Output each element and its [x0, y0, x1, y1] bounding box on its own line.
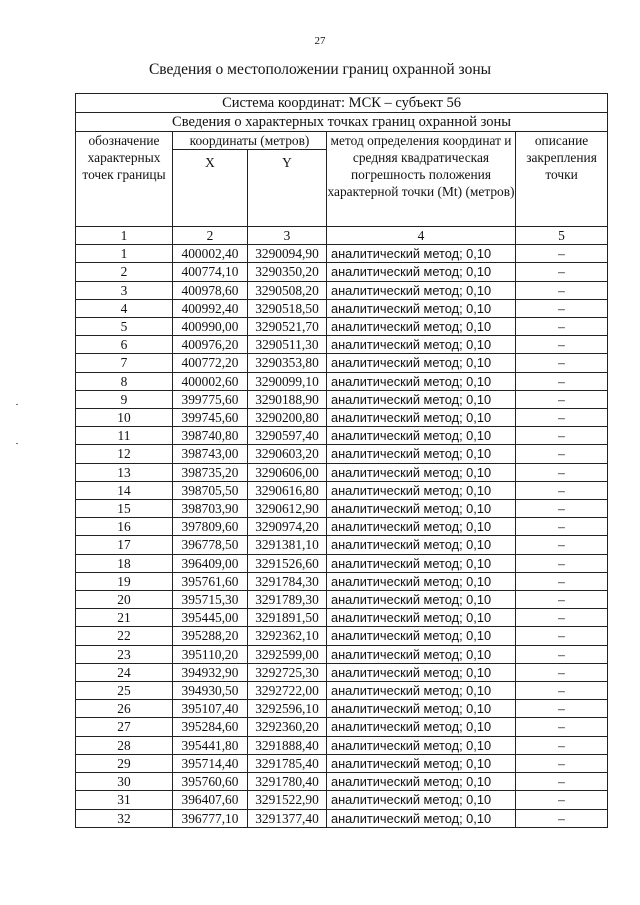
table-row — [76, 427, 608, 445]
point-number-cell: 11 — [76, 427, 173, 445]
x-coordinate-cell: 396409,00 — [173, 554, 248, 572]
x-coordinate-cell: 400002,60 — [173, 372, 248, 390]
method-cell: аналитический метод; 0,10 — [327, 682, 516, 700]
fixing-description-cell: – — [516, 663, 608, 681]
method-cell: аналитический метод; 0,10 — [327, 736, 516, 754]
method-cell: аналитический метод; 0,10 — [327, 409, 516, 427]
x-coordinate-cell: 396778,50 — [173, 536, 248, 554]
method-cell: аналитический метод; 0,10 — [327, 627, 516, 645]
y-coordinate-cell: 3291780,40 — [248, 773, 327, 791]
fixing-description-cell: – — [516, 554, 608, 572]
x-coordinate-cell: 400990,00 — [173, 318, 248, 336]
method-cell: аналитический метод; 0,10 — [327, 591, 516, 609]
x-coordinate-cell: 396777,10 — [173, 809, 248, 827]
page-number: 27 — [314, 35, 326, 47]
point-number-cell: 9 — [76, 390, 173, 408]
y-coordinate-cell: 3291522,90 — [248, 791, 327, 809]
method-cell: аналитический метод; 0,10 — [327, 791, 516, 809]
method-cell: аналитический метод; 0,10 — [327, 354, 516, 372]
method-cell: аналитический метод; 0,10 — [327, 372, 516, 390]
table-row — [76, 773, 608, 791]
column-number: 3 — [248, 227, 327, 245]
section-title: Сведения о характерных точках границ охранной зоны — [76, 113, 608, 132]
table-row — [76, 700, 608, 718]
y-coordinate-cell: 3290353,80 — [248, 354, 327, 372]
method-cell: аналитический метод; 0,10 — [327, 463, 516, 481]
table-row — [76, 627, 608, 645]
x-coordinate-cell: 395445,00 — [173, 609, 248, 627]
coordinate-system-label: Система координат: МСК – субъект 56 — [76, 94, 608, 113]
fixing-description-cell: – — [516, 591, 608, 609]
fixing-description-cell: – — [516, 572, 608, 590]
fixing-description-cell: – — [516, 427, 608, 445]
column-number: 5 — [516, 227, 608, 245]
x-coordinate-cell: 397809,60 — [173, 518, 248, 536]
column-number: 2 — [173, 227, 248, 245]
fixing-description-cell: – — [516, 518, 608, 536]
point-number-cell: 5 — [76, 318, 173, 336]
column-number: 4 — [327, 227, 516, 245]
y-coordinate-cell: 3291784,30 — [248, 572, 327, 590]
fixing-description-cell: – — [516, 645, 608, 663]
y-coordinate-cell: 3292722,00 — [248, 682, 327, 700]
table-row — [76, 663, 608, 681]
table-row — [76, 645, 608, 663]
method-cell: аналитический метод; 0,10 — [327, 773, 516, 791]
table-row — [76, 281, 608, 299]
x-coordinate-cell: 395761,60 — [173, 572, 248, 590]
point-number-cell: 23 — [76, 645, 173, 663]
point-number-cell: 7 — [76, 354, 173, 372]
point-number-cell: 15 — [76, 500, 173, 518]
point-number-cell: 26 — [76, 700, 173, 718]
column-number: 1 — [76, 227, 173, 245]
method-cell: аналитический метод; 0,10 — [327, 536, 516, 554]
x-coordinate-cell: 400978,60 — [173, 281, 248, 299]
header-x: X — [173, 150, 248, 227]
x-coordinate-cell: 398743,00 — [173, 445, 248, 463]
fixing-description-cell: – — [516, 536, 608, 554]
table-row — [76, 591, 608, 609]
fixing-description-cell: – — [516, 754, 608, 772]
point-number-cell: 1 — [76, 245, 173, 263]
fixing-description-cell: – — [516, 463, 608, 481]
method-cell: аналитический метод; 0,10 — [327, 299, 516, 317]
y-coordinate-cell: 3291381,10 — [248, 536, 327, 554]
margin-mark — [16, 443, 18, 444]
point-number-cell: 20 — [76, 591, 173, 609]
y-coordinate-cell: 3290603,20 — [248, 445, 327, 463]
table-row — [76, 263, 608, 281]
fixing-description-cell: – — [516, 354, 608, 372]
point-number-cell: 29 — [76, 754, 173, 772]
fixing-description-cell: – — [516, 809, 608, 827]
y-coordinate-cell: 3290099,10 — [248, 372, 327, 390]
header-row — [76, 132, 608, 150]
x-coordinate-cell: 395441,80 — [173, 736, 248, 754]
y-coordinate-cell: 3290974,20 — [248, 518, 327, 536]
table-row — [76, 809, 608, 827]
table-row — [76, 318, 608, 336]
method-cell: аналитический метод; 0,10 — [327, 718, 516, 736]
y-coordinate-cell: 3292362,10 — [248, 627, 327, 645]
margin-mark — [16, 404, 18, 405]
fixing-description-cell: – — [516, 791, 608, 809]
point-number-cell: 31 — [76, 791, 173, 809]
point-number-cell: 10 — [76, 409, 173, 427]
y-coordinate-cell: 3292599,00 — [248, 645, 327, 663]
section-title-row — [76, 113, 608, 132]
x-coordinate-cell: 398703,90 — [173, 500, 248, 518]
method-cell: аналитический метод; 0,10 — [327, 609, 516, 627]
header-y: Y — [248, 150, 327, 227]
fixing-description-cell: – — [516, 409, 608, 427]
point-number-cell: 25 — [76, 682, 173, 700]
method-cell: аналитический метод; 0,10 — [327, 809, 516, 827]
header-coordinates: координаты (метров) — [173, 132, 327, 150]
y-coordinate-cell: 3290350,20 — [248, 263, 327, 281]
y-coordinate-cell: 3290188,90 — [248, 390, 327, 408]
point-number-cell: 28 — [76, 736, 173, 754]
fixing-description-cell: – — [516, 390, 608, 408]
fixing-description-cell: – — [516, 263, 608, 281]
table-row — [76, 409, 608, 427]
y-coordinate-cell: 3290518,50 — [248, 299, 327, 317]
point-number-cell: 3 — [76, 281, 173, 299]
column-number-row — [76, 227, 608, 245]
y-coordinate-cell: 3290200,80 — [248, 409, 327, 427]
point-number-cell: 12 — [76, 445, 173, 463]
method-cell: аналитический метод; 0,10 — [327, 318, 516, 336]
y-coordinate-cell: 3291888,40 — [248, 736, 327, 754]
fixing-description-cell: – — [516, 245, 608, 263]
table-row — [76, 245, 608, 263]
point-number-cell: 21 — [76, 609, 173, 627]
method-cell: аналитический метод; 0,10 — [327, 281, 516, 299]
table-row — [76, 736, 608, 754]
method-cell: аналитический метод; 0,10 — [327, 645, 516, 663]
point-number-cell: 27 — [76, 718, 173, 736]
x-coordinate-cell: 395760,60 — [173, 773, 248, 791]
x-coordinate-cell: 396407,60 — [173, 791, 248, 809]
table-row — [76, 554, 608, 572]
y-coordinate-cell: 3292596,10 — [248, 700, 327, 718]
table-row — [76, 336, 608, 354]
fixing-description-cell: – — [516, 682, 608, 700]
x-coordinate-cell: 394930,50 — [173, 682, 248, 700]
point-number-cell: 19 — [76, 572, 173, 590]
method-cell: аналитический метод; 0,10 — [327, 427, 516, 445]
point-number-cell: 14 — [76, 481, 173, 499]
x-coordinate-cell: 398740,80 — [173, 427, 248, 445]
point-number-cell: 16 — [76, 518, 173, 536]
table-row — [76, 445, 608, 463]
method-cell: аналитический метод; 0,10 — [327, 263, 516, 281]
coordinate-system-row — [76, 94, 608, 113]
table-row — [76, 354, 608, 372]
x-coordinate-cell: 399745,60 — [173, 409, 248, 427]
header-point-designation: обозначение характерных точек границы — [76, 132, 173, 227]
table-row — [76, 390, 608, 408]
y-coordinate-cell: 3290094,90 — [248, 245, 327, 263]
fixing-description-cell: – — [516, 500, 608, 518]
x-coordinate-cell: 398705,50 — [173, 481, 248, 499]
x-coordinate-cell: 399775,60 — [173, 390, 248, 408]
table-row — [76, 791, 608, 809]
table-row — [76, 718, 608, 736]
boundary-points-table — [75, 93, 608, 828]
point-number-cell: 4 — [76, 299, 173, 317]
y-coordinate-cell: 3291789,30 — [248, 591, 327, 609]
table-row — [76, 572, 608, 590]
y-coordinate-cell: 3291785,40 — [248, 754, 327, 772]
point-number-cell: 8 — [76, 372, 173, 390]
x-coordinate-cell: 395288,20 — [173, 627, 248, 645]
fixing-description-cell: – — [516, 736, 608, 754]
y-coordinate-cell: 3290606,00 — [248, 463, 327, 481]
point-number-cell: 22 — [76, 627, 173, 645]
fixing-description-cell: – — [516, 481, 608, 499]
method-cell: аналитический метод; 0,10 — [327, 572, 516, 590]
table-row — [76, 609, 608, 627]
header-fixing-description: описание закрепления точки — [516, 132, 608, 227]
fixing-description-cell: – — [516, 281, 608, 299]
method-cell: аналитический метод; 0,10 — [327, 500, 516, 518]
method-cell: аналитический метод; 0,10 — [327, 663, 516, 681]
method-cell: аналитический метод; 0,10 — [327, 754, 516, 772]
point-number-cell: 18 — [76, 554, 173, 572]
x-coordinate-cell: 395284,60 — [173, 718, 248, 736]
y-coordinate-cell: 3291377,40 — [248, 809, 327, 827]
fixing-description-cell: – — [516, 372, 608, 390]
table-row — [76, 500, 608, 518]
page-title: Сведения о местоположении границ охранной зоны — [148, 61, 492, 78]
x-coordinate-cell: 400774,10 — [173, 263, 248, 281]
method-cell: аналитический метод; 0,10 — [327, 390, 516, 408]
point-number-cell: 24 — [76, 663, 173, 681]
y-coordinate-cell: 3292360,20 — [248, 718, 327, 736]
x-coordinate-cell: 395107,40 — [173, 700, 248, 718]
method-cell: аналитический метод; 0,10 — [327, 445, 516, 463]
method-cell: аналитический метод; 0,10 — [327, 700, 516, 718]
x-coordinate-cell: 400992,40 — [173, 299, 248, 317]
method-cell: аналитический метод; 0,10 — [327, 518, 516, 536]
point-number-cell: 2 — [76, 263, 173, 281]
x-coordinate-cell: 400002,40 — [173, 245, 248, 263]
y-coordinate-cell: 3290616,80 — [248, 481, 327, 499]
x-coordinate-cell: 395715,30 — [173, 591, 248, 609]
fixing-description-cell: – — [516, 773, 608, 791]
y-coordinate-cell: 3291526,60 — [248, 554, 327, 572]
point-number-cell: 17 — [76, 536, 173, 554]
point-number-cell: 13 — [76, 463, 173, 481]
fixing-description-cell: – — [516, 299, 608, 317]
fixing-description-cell: – — [516, 445, 608, 463]
table-row — [76, 536, 608, 554]
method-cell: аналитический метод; 0,10 — [327, 245, 516, 263]
header-method: метод определения координат и средняя квадратическая погрешность положения характерной точки (Mt) (метров) — [327, 132, 516, 227]
method-cell: аналитический метод; 0,10 — [327, 481, 516, 499]
x-coordinate-cell: 400976,20 — [173, 336, 248, 354]
x-coordinate-cell: 394932,90 — [173, 663, 248, 681]
table-row — [76, 372, 608, 390]
fixing-description-cell: – — [516, 718, 608, 736]
method-cell: аналитический метод; 0,10 — [327, 554, 516, 572]
point-number-cell: 30 — [76, 773, 173, 791]
point-number-cell: 32 — [76, 809, 173, 827]
table-row — [76, 299, 608, 317]
y-coordinate-cell: 3290597,40 — [248, 427, 327, 445]
y-coordinate-cell: 3290612,90 — [248, 500, 327, 518]
fixing-description-cell: – — [516, 627, 608, 645]
x-coordinate-cell: 400772,20 — [173, 354, 248, 372]
table-row — [76, 518, 608, 536]
x-coordinate-cell: 395110,20 — [173, 645, 248, 663]
table-row — [76, 463, 608, 481]
y-coordinate-cell: 3292725,30 — [248, 663, 327, 681]
fixing-description-cell: – — [516, 609, 608, 627]
table-row — [76, 682, 608, 700]
y-coordinate-cell: 3290521,70 — [248, 318, 327, 336]
y-coordinate-cell: 3290511,30 — [248, 336, 327, 354]
fixing-description-cell: – — [516, 700, 608, 718]
y-coordinate-cell: 3290508,20 — [248, 281, 327, 299]
point-number-cell: 6 — [76, 336, 173, 354]
table-row — [76, 481, 608, 499]
method-cell: аналитический метод; 0,10 — [327, 336, 516, 354]
y-coordinate-cell: 3291891,50 — [248, 609, 327, 627]
fixing-description-cell: – — [516, 318, 608, 336]
fixing-description-cell: – — [516, 336, 608, 354]
x-coordinate-cell: 398735,20 — [173, 463, 248, 481]
table-row — [76, 754, 608, 772]
x-coordinate-cell: 395714,40 — [173, 754, 248, 772]
